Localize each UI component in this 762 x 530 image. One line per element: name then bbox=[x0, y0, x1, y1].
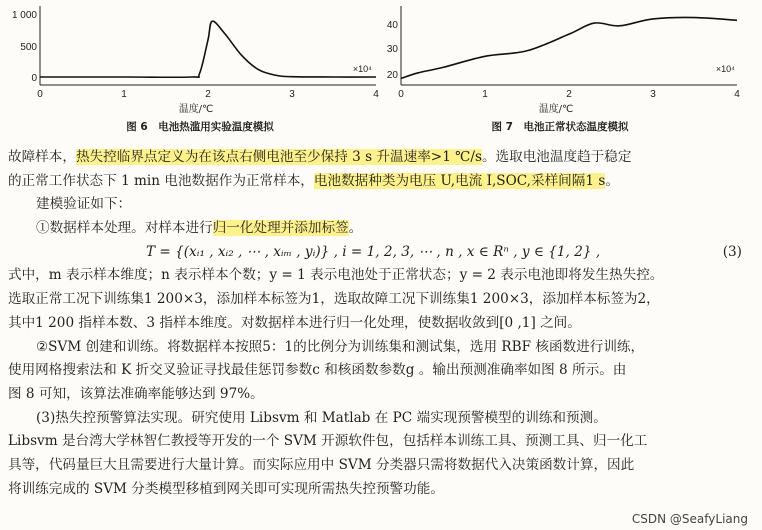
fig7-xtick: 3 bbox=[650, 89, 656, 100]
paragraph-line: 建模验证如下： bbox=[36, 196, 132, 213]
fig6-caption: 图 6 电池热滥用实验温度模拟 bbox=[126, 121, 274, 133]
paragraph-line: Libsvm 是台湾大学林智仁教授等开发的一个 SVM 开源软件包，包括样本训练工具、预测工具、归一化工 bbox=[8, 433, 648, 450]
highlight: 电池数据种类为电压 U,电流 I,SOC,采样间隔1 s bbox=[313, 172, 606, 189]
paragraph-line: 具等，代码量巨大且需要进行大量计算。而实际应用中 SVM 分类器只需将数据代入决策函数计算，因此 bbox=[8, 456, 635, 473]
fig7-series-line bbox=[401, 17, 737, 78]
paragraph-line: 选取正常工况下训练集1 200×3，添加样本标签为1，选取故障工况下训练集1 200×3，添加样本标签为2， bbox=[8, 291, 660, 308]
paragraph-line: 图 8 可知，该算法准确率能够达到 97%。 bbox=[8, 385, 264, 402]
equation-formula: T = {(xᵢ₁ , xᵢ₂ , ⋯ , xᵢₘ , yᵢ)} , i = 1, 2, 3, ⋯ , n , x ∈ Rⁿ , y ∈ {1, 2} , bbox=[146, 243, 601, 260]
paper-body-text bbox=[8, 146, 756, 501]
fig7-ytick: 20 bbox=[386, 70, 398, 81]
equation-number: (3) bbox=[722, 243, 742, 260]
fig6-ytick: 500 bbox=[20, 42, 37, 53]
paragraph-line: ①数据样本处理。对样本进行归一化处理并添加标签。 bbox=[36, 220, 363, 237]
fig6-series-line bbox=[40, 21, 376, 77]
fig7-scale-note: ×10⁴ bbox=[715, 64, 735, 74]
fig6-xtick: 0 bbox=[37, 89, 43, 100]
watermark: CSDN @SeafyLiang bbox=[631, 512, 748, 526]
paragraph-line: 其中1 200 指样本数、3 指样本维度。对数据样本进行归一化处理，使数据收敛到[0 ,1] 之间。 bbox=[8, 314, 581, 331]
fig7-xtick: 4 bbox=[734, 89, 740, 100]
fig6-xtick: 4 bbox=[373, 89, 379, 100]
fig6-xlabel: 温度/℃ bbox=[178, 104, 214, 115]
highlight: 热失控临界点定义为在该点右侧电池至少保持 3 s 升温速率>1 ℃/s bbox=[75, 149, 482, 165]
fig7-xtick: 1 bbox=[482, 89, 488, 100]
fig7-xtick: 2 bbox=[566, 89, 572, 100]
fig6-xtick: 2 bbox=[205, 89, 211, 100]
figures-svg bbox=[0, 0, 762, 140]
paragraph-line: 的正常工作状态下 1 min 电池数据作为正常样本，电池数据种类为电压 U,电流 I,SOC,采样间隔1 s。 bbox=[8, 172, 619, 189]
figures-area bbox=[0, 0, 762, 140]
paragraph-line: 式中，m 表示样本维度；n 表示样本个数；y = 1 表示电池处于正常状态；y = 2 表示电池即将发生热失控。 bbox=[8, 267, 664, 284]
figure-6-plot bbox=[12, 6, 379, 133]
fig7-xlabel: 温度/℃ bbox=[538, 104, 574, 115]
paragraph-line: 故障样本，热失控临界点定义为在该点右侧电池至少保持 3 s 升温速率>1 ℃/s。选取电池温度趋于稳定 bbox=[8, 149, 632, 165]
paragraph-line: (3)热失控预警算法实现。研究使用 Libsvm 和 Matlab 在 PC 端实现预警模型的训练和预测。 bbox=[36, 409, 607, 426]
fig6-xtick: 3 bbox=[289, 89, 295, 100]
fig7-xtick: 0 bbox=[398, 89, 404, 100]
figure-7-plot bbox=[387, 6, 740, 133]
highlight: 归一化处理并添加标签 bbox=[212, 220, 349, 237]
fig6-xtick: 1 bbox=[121, 89, 127, 100]
fig7-caption: 图 7 电池正常状态温度模拟 bbox=[491, 121, 629, 133]
paragraph-line: 将训练完成的 SVM 分类模型移植到网关即可实现所需热失控预警功能。 bbox=[8, 480, 444, 497]
fig7-ytick: 40 bbox=[386, 20, 398, 31]
paragraph-line: ②SVM 创建和训练。将数据样本按照5：1的比例分为训练集和测试集，选用 RBF 核函数进行训练， bbox=[36, 338, 645, 355]
fig6-scale-note: ×10⁴ bbox=[352, 64, 372, 74]
equation-3 bbox=[8, 241, 756, 265]
fig7-ytick: 30 bbox=[386, 44, 398, 55]
fig6-ytick: 0 bbox=[31, 73, 37, 84]
fig6-ytick: 1 000 bbox=[11, 10, 37, 21]
paragraph-line: 使用网格搜索法和 K 折交叉验证寻找最佳惩罚参数c 和核函数参数g 。输出预测准确率如图 8 所示。由 bbox=[8, 362, 627, 379]
